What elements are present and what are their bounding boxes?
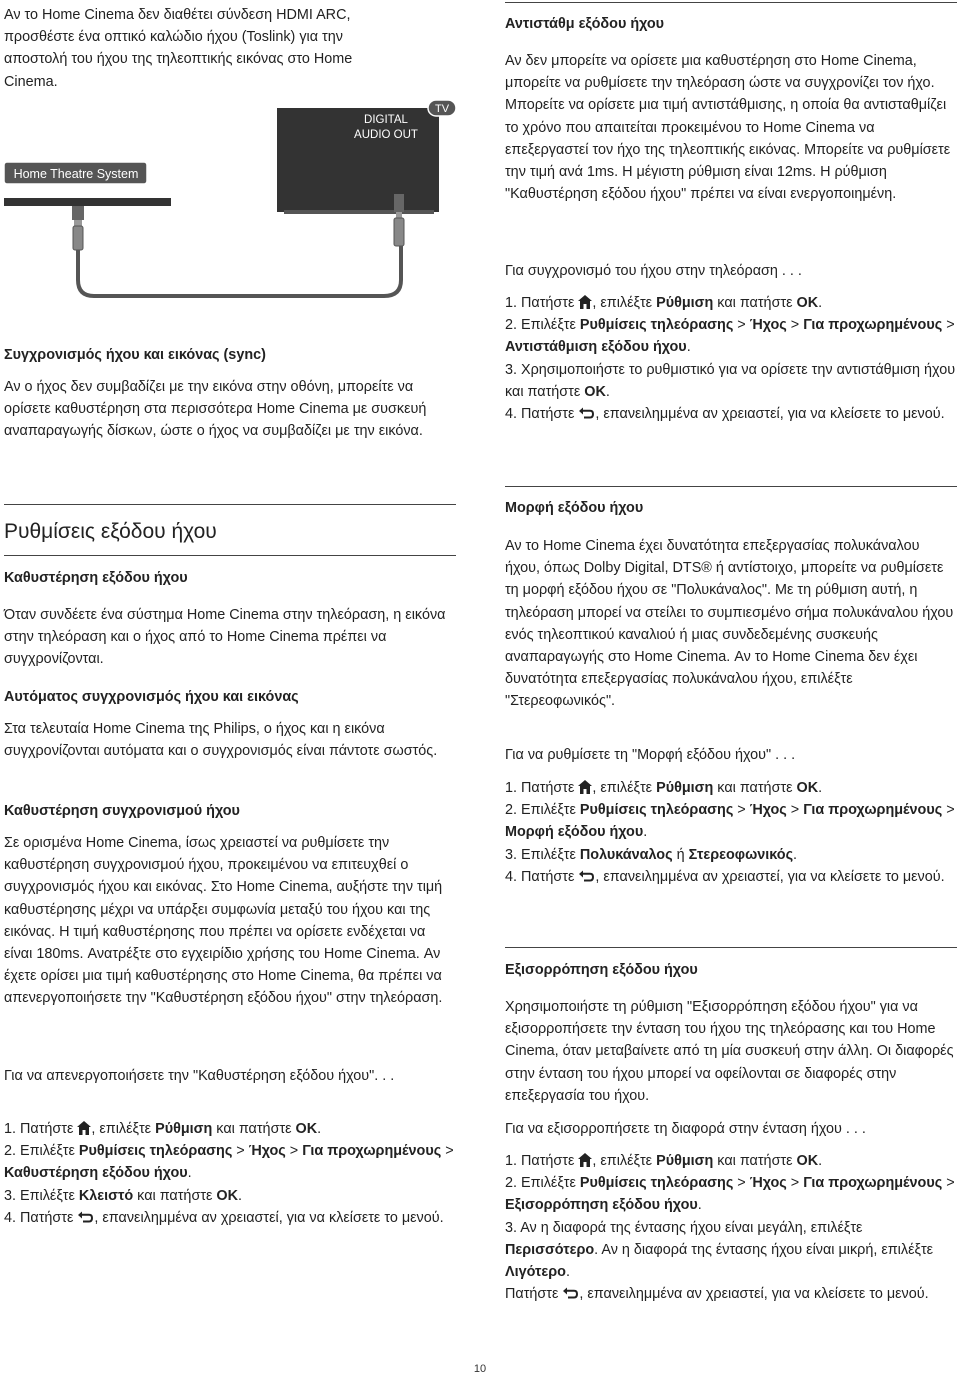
step-2: 2. Επιλέξτε Ρυθμίσεις τηλεόρασης > Ήχος > Για προχωρημένους > Αντιστάθμιση εξόδου ήχου.	[505, 317, 955, 356]
back-icon	[578, 407, 595, 420]
auto-sync-text: Στα τελευταία Home Cinema της Philips, ο ήχος και η εικόνα συγχρονίζονται αυτόματα και ο συγχρονισμός είναι πάντοτε σωστός.	[4, 721, 438, 760]
format-rule	[505, 486, 957, 487]
back-icon	[578, 870, 595, 883]
leveling-heading: Εξισορρόπηση εξόδου ήχου	[505, 962, 698, 978]
step-4: 4. Πατήστε , επανειλημμένα αν χρειαστεί, για να κλείσετε το μενού.	[4, 1209, 444, 1226]
digital-label: DIGITAL	[364, 114, 408, 126]
step-3: 3. Επιλέξτε Πολυκάναλος ή Στερεοφωνικός.	[505, 846, 798, 863]
home-icon	[77, 1121, 91, 1135]
home-icon	[578, 780, 592, 794]
tv-label: TV	[434, 103, 450, 115]
offset-steps	[505, 292, 957, 425]
format-steps	[505, 777, 957, 888]
back-icon	[77, 1211, 94, 1224]
step-1: 1. Πατήστε , επιλέξτε Ρύθμιση και πατήστε OK.	[505, 295, 823, 311]
step-1: 1. Πατήστε , επιλέξτε Ρύθμιση και πατήστε OK.	[505, 780, 823, 796]
step-3: 3. Επιλέξτε Κλειστό και πατήστε OK.	[4, 1187, 243, 1204]
sync-delay-intro: Για να απενεργοποιήσετε την "Καθυστέρηση εξόδου ήχου". . .	[4, 1068, 395, 1084]
leveling-steps	[505, 1150, 957, 1305]
sync-delay-steps	[4, 1118, 456, 1229]
home-icon	[578, 295, 592, 309]
hts-label: Home Theatre System	[13, 167, 139, 181]
step-4: Πατήστε , επανειλημμένα αν χρειαστεί, για να κλείσετε το μενού.	[505, 1286, 929, 1303]
intro-text: Αν το Home Cinema δεν διαθέτει σύνδεση HDMI ARC, προσθέστε ένα οπτικό καλώδιο ήχου (Toslink) για την αποστολή του ήχου της τηλεοπτικής εικόνας στο Home Cinema.	[4, 7, 353, 90]
format-intro: Για να ρυθμίσετε τη "Μορφή εξόδου ήχου" . . .	[505, 747, 796, 763]
step-4: 4. Πατήστε , επανειλημμένα αν χρειαστεί, για να κλείσετε το μενού.	[505, 406, 945, 423]
offset-heading: Αντιστάθμ εξόδου ήχου	[505, 16, 665, 32]
format-heading: Μορφή εξόδου ήχου	[505, 500, 644, 516]
delay-heading: Καθυστέρηση εξόδου ήχου	[4, 570, 188, 586]
optical-cable	[78, 246, 401, 296]
sync-text: Αν ο ήχος δεν συμβαδίζει με την εικόνα στην οθόνη, μπορείτε να ορίσετε καθυστέρηση στα περισσότερα Home Cinema με συσκευή αναπαραγωγής δίσκων, ώστε ο ήχος να συμβαδίζει με την εικόνα.	[4, 379, 427, 440]
step-3: 3. Αν η διαφορά της έντασης ήχου είναι μεγάλη, επιλέξτε Περισσότερο. Αν η διαφορά της έντασης ήχου είναι μικρή, επιλέξτε Λιγότερο.	[505, 1219, 934, 1281]
connection-diagram	[4, 98, 460, 320]
step-2: 2. Επιλέξτε Ρυθμίσεις τηλεόρασης > Ήχος > Για προχωρημένους > Καθυστέρηση εξόδου ήχου.	[4, 1143, 454, 1182]
delay-text: Όταν συνδέετε ένα σύστημα Home Cinema στην τηλεόραση, η εικόνα στην τηλεόραση και ο ήχος από το Home Cinema πρέπει να συγχρονίζονται.	[4, 607, 446, 668]
section-title: Ρυθμίσεις εξόδου ήχου	[4, 520, 217, 543]
section-rule-bottom	[4, 555, 456, 556]
leveling-intro: Για να εξισορροπήσετε τη διαφορά στην ένταση ήχου . . .	[505, 1121, 866, 1137]
page-number: 10	[473, 1363, 487, 1375]
leveling-text: Χρησιμοποιήστε τη ρύθμιση "Εξισορρόπηση εξόδου ήχου" για να εξισορροπήσετε την ένταση του ήχου της τηλεόρασης και του Home Cinema, όταν μεταβαίνετε από τη μία συσκευή στην άλλη. Οι διαφορές στην ένταση του ήχου μπορεί να οφείλονται σε διαφορές στην επεξεργασία του ήχου.	[505, 999, 954, 1104]
step-1: 1. Πατήστε , επιλέξτε Ρύθμιση και πατήστε OK.	[505, 1153, 823, 1169]
audio-out-label: AUDIO OUT	[354, 129, 418, 141]
format-text: Αν το Home Cinema έχει δυνατότητα επεξεργασίας πολυκάναλου ήχου, όπως Dolby Digital, DTS® ή αντίστοιχο, μπορείτε να ρυθμίσετε τη μορφή εξόδου ήχου σε "Πολυκάναλος". Με τη ρύθμιση αυτή, η τηλεόραση μπορεί να στείλει το συμπιεσμένο σήμα πολυκάναλου ήχου ενός τηλεοπτικού καναλιού ή μιας συνδεδεμένης συσκευής αναπαραγωγής στο Home Cinema. Αν το Home Cinema δεν έχει δυνατότητα επεξεργασίας πολυκάναλου ήχου, επιλέξτε "Στερεοφωνικός".	[505, 538, 954, 710]
sync-delay-text: Σε ορισμένα Home Cinema, ίσως χρειαστεί να ρυθμίσετε την καθυστέρηση συγχρονισμού ήχου, προκειμένου να επιτευχθεί ο συγχρονισμός ήχου και εικόνας. Στο Home Cinema, αυξήστε την τιμή καθυστέρησης μέχρι να υπάρξει συμφωνία μεταξύ του ήχου και της εικόνας. Η τιμή καθυστέρησης που πρέπει να ορίσετε ενδέχεται να είναι 180ms. Ανατρέξτε στο εγχειρίδιο χρήσης του Home Cinema. Αν έχετε ορίσει μια τιμή καθυστέρησης στο Home Cinema, θα πρέπει να απενεργοποιήσετε την "Καθυστέρηση εξόδου ήχου" στην τηλεόραση.	[4, 835, 443, 1007]
offset-intro: Για συγχρονισμό του ήχου στην τηλεόραση . . .	[505, 263, 802, 279]
auto-sync-heading: Αυτόματος συγχρονισμός ήχου και εικόνας	[4, 689, 299, 705]
offset-text: Αν δεν μπορείτε να ορίσετε μια καθυστέρηση στο Home Cinema, μπορείτε να ρυθμίσετε την τηλεόραση ώστε να συγχρονίζει τον ήχο. Μπορείτε να ορίσετε μια τιμή αντιστάθμισης, η οποία θα αντισταθμίζει το χρόνο που απαιτείται προκειμένου το Home Cinema να επεξεργαστεί τον ήχο της τηλεοπτικής εικόνας. Μπορείτε να ρυθμίσετε την τιμή ανά 1ms. Η μέγιστη ρύθμιση είναι 12ms. Η ρύθμιση "Καθυστέρηση εξόδου ήχου" πρέπει να είναι ενεργοποιημένη.	[505, 53, 951, 203]
leveling-rule	[505, 947, 957, 948]
home-icon	[578, 1153, 592, 1167]
sync-heading: Συγχρονισμός ήχου και εικόνας (sync)	[4, 347, 266, 363]
back-icon	[562, 1287, 579, 1300]
hts-body	[4, 198, 171, 206]
step-4: 4. Πατήστε , επανειλημμένα αν χρειαστεί, για να κλείσετε το μενού.	[505, 868, 945, 885]
step-3: 3. Χρησιμοποιήστε το ρυθμιστικό για να ορίσετε την αντιστάθμιση ήχου και πατήστε OK.	[505, 361, 956, 400]
step-1: 1. Πατήστε , επιλέξτε Ρύθμιση και πατήστε OK.	[4, 1121, 322, 1137]
step-2: 2. Επιλέξτε Ρυθμίσεις τηλεόρασης > Ήχος > Για προχωρημένους > Εξισορρόπηση εξόδου ήχου.	[505, 1175, 955, 1214]
step-2: 2. Επιλέξτε Ρυθμίσεις τηλεόρασης > Ήχος > Για προχωρημένους > Μορφή εξόδου ήχου.	[505, 802, 955, 841]
section-rule-top	[4, 504, 456, 505]
offset-rule	[505, 2, 957, 3]
sync-delay-heading: Καθυστέρηση συγχρονισμού ήχου	[4, 803, 240, 819]
